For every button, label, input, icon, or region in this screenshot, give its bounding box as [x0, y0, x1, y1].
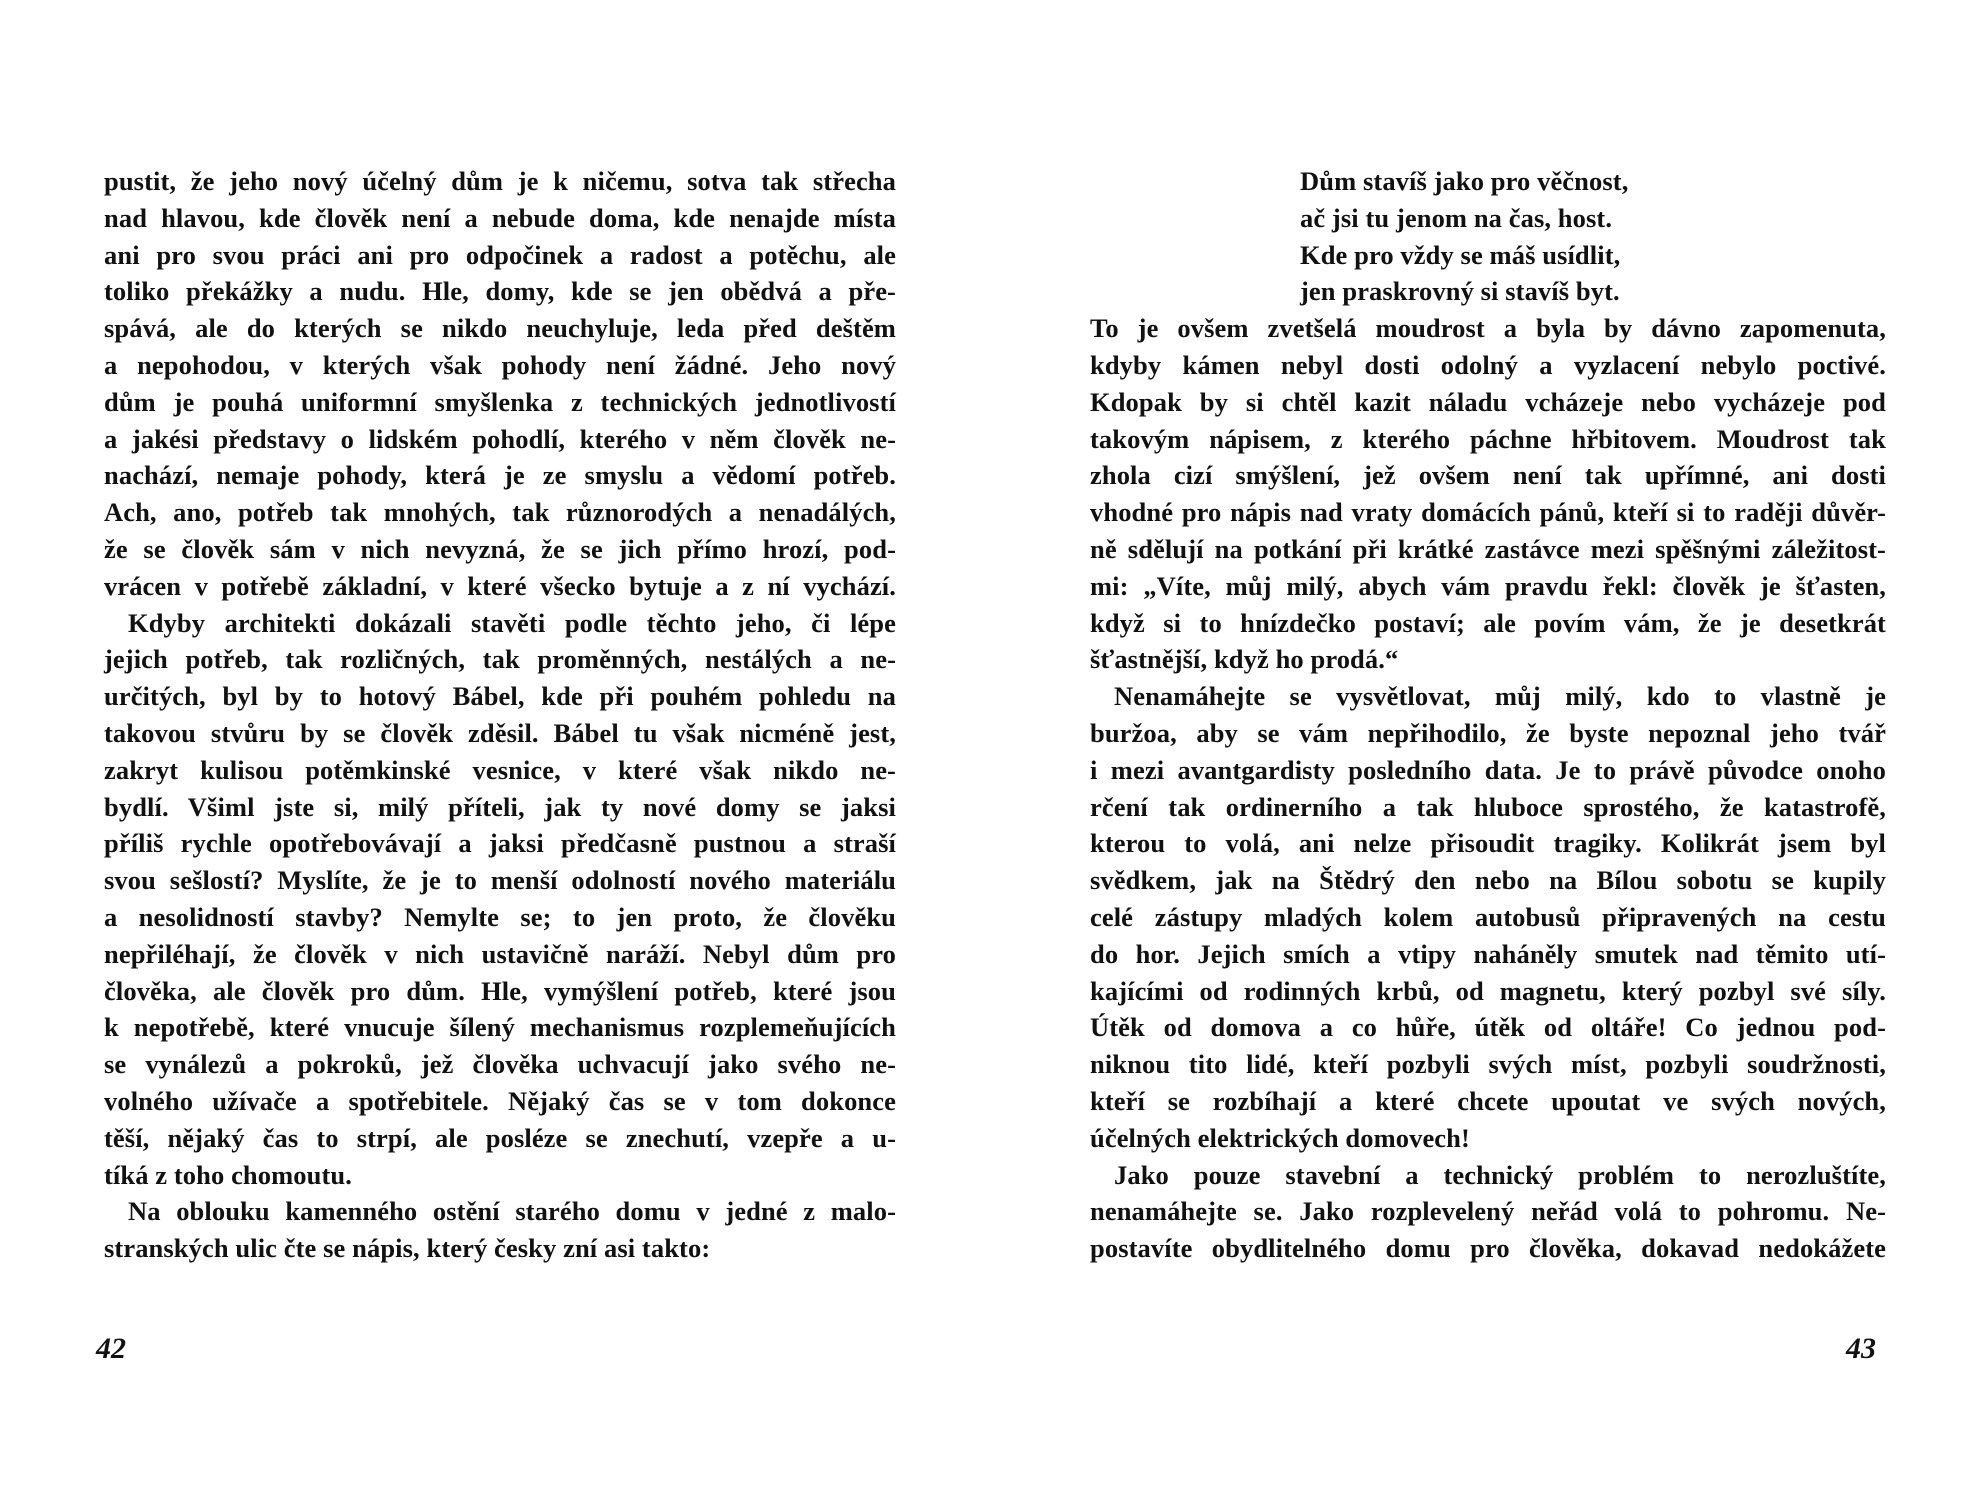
text-line: jejich potřeb, tak rozličných, tak proměnných, nestálých a ne- — [104, 644, 896, 675]
text-line: kajícími od rodinných krbů, od magnetu, který pozbyl své síly. — [1090, 975, 1886, 1006]
text-line: nachází, nemaje pohody, která je ze smyslu a vědomí potřeb. — [104, 460, 896, 491]
text-line: Útěk od domova a co hůře, útěk od oltáře! Co jednou pod- — [1090, 1012, 1886, 1043]
text-line: a nepohodou, v kterých však pohody není žádné. Jeho nový — [104, 349, 896, 380]
text-line: toliko překážky a nudu. Hle, domy, kde se jen obědvá a pře- — [104, 276, 896, 307]
text-line: Ach, ano, potřeb tak mnohých, tak různorodých a nenadálých, — [104, 497, 896, 528]
text-line: zhola cizí smýšlení, jež ovšem není tak upřímné, ani dosti — [1090, 460, 1886, 491]
text-line: kteří se rozbíhají a které chcete upoutat ve svých nových, — [1090, 1085, 1886, 1116]
page-number: 42 — [96, 1332, 126, 1365]
text-line: když si to hnízdečko postaví; ale povím vám, že je desetkrát — [1090, 607, 1886, 638]
text-line: To je ovšem zvetšelá moudrost a byla by dávno zapomenuta, — [1090, 313, 1886, 344]
left-page-text — [104, 163, 896, 1267]
text-line: volného užívače a spotřebitele. Nějaký čas se v tom dokonce — [104, 1085, 896, 1116]
text-line: i mezi avantgardisty posledního data. Je to právě původce onoho — [1090, 754, 1886, 785]
text-line: Nenamáhejte se vysvětlovat, můj milý, kdo to vlastně je — [1114, 681, 1886, 712]
right-page-text — [1090, 163, 1886, 1267]
verse-inscription — [1090, 163, 1886, 310]
text-line: nenamáhejte se. Jako rozplevelený neřád volá to pohromu. Ne- — [1090, 1196, 1886, 1227]
text-line: Na oblouku kamenného ostění starého domu v jedné z malo- — [128, 1196, 896, 1227]
text-line: do hor. Jejich smích a vtipy naháněly smutek nad těmito utí- — [1090, 938, 1886, 969]
text-line: šťastnější, když ho prodá.“ — [1090, 644, 1399, 675]
text-line: účelných elektrických domovech! — [1090, 1122, 1470, 1153]
text-line: dům je pouhá uniformní smyšlenka z technických jednotlivostí — [104, 386, 896, 417]
text-line: takovým nápisem, z kterého páchne hřbitovem. Moudrost tak — [1090, 423, 1886, 454]
verse-line: Dům stavíš jako pro věčnost, — [1300, 166, 1629, 196]
text-line: ani pro svou práci ani pro odpočinek a radost a potěchu, ale — [104, 239, 896, 270]
text-line: celé zástupy mladých kolem autobusů připravených na cestu — [1090, 901, 1886, 932]
text-line: těší, nějaký čas to strpí, ale posléze se znechutí, vzepře a u- — [104, 1122, 896, 1153]
text-line: Jako pouze stavební a technický problém to nerozluštíte, — [1114, 1159, 1886, 1190]
text-line: vrácen v potřebě základní, v které všecko bytuje a z ní vychází. — [104, 570, 896, 601]
text-line: rčení tak ordinerního a tak hluboce sprostého, že katastrofě, — [1090, 791, 1886, 822]
text-line: a nesolidností stavby? Nemylte se; to jen proto, že člověku — [104, 901, 896, 932]
text-line: člověka, ale člověk pro dům. Hle, vymýšlení potřeb, které jsou — [104, 975, 896, 1006]
text-line: určitých, byl by to hotový Bábel, kde při pouhém pohledu na — [104, 681, 896, 712]
right-page — [988, 0, 1976, 1500]
text-line: kdyby kámen nebyl dosti odolný a vyzlacení nebylo poctivé. — [1090, 349, 1886, 380]
text-line: že se člověk sám v nich nevyzná, že se jich přímo hrozí, pod- — [104, 533, 896, 564]
text-line: Kdyby architekti dokázali stavěti podle těchto jeho, či lépe — [128, 607, 896, 638]
text-line: svědkem, jak na Štědrý den nebo na Bílou sobotu se kupily — [1090, 865, 1886, 896]
text-line: spává, ale do kterých se nikdo neuchyluje, leda před deštěm — [104, 313, 896, 344]
text-line: vhodné pro nápis nad vraty domácích pánů, kteří si to raději důvěr- — [1090, 497, 1886, 528]
text-line: svou sešlostí? Myslíte, že je to menší odolností nového materiálu — [104, 865, 896, 896]
text-line: stranských ulic čte se nápis, který česky zní asi takto: — [104, 1233, 711, 1264]
page-number: 43 — [1846, 1332, 1876, 1365]
text-line: takovou stvůru by se člověk zděsil. Bábel tu však nicméně jest, — [104, 717, 896, 748]
verse-line: jen praskrovný si stavíš byt. — [1300, 276, 1620, 307]
text-line: k nepotřebě, které vnucuje šílený mechanismus rozplemeňujících — [104, 1012, 896, 1043]
text-line: mi: „Víte, můj milý, abych vám pravdu řekl: člověk je šťasten, — [1090, 570, 1886, 601]
text-line: Kdopak by si chtěl kazit náladu vcházeje nebo vycházeje pod — [1090, 386, 1886, 417]
verse-line: Kde pro vždy se máš usídlit, — [1300, 239, 1621, 270]
text-line: buržoa, aby se vám nepřihodilo, že byste nepoznal jeho tvář — [1090, 717, 1886, 748]
text-line: pustit, že jeho nový účelný dům je k ničemu, sotva tak střecha — [104, 166, 896, 196]
text-line: příliš rychle opotřebovávají a jaksi předčasně pustnou a straší — [104, 828, 896, 859]
text-line: kterou to volá, ani nelze přisoudit tragiky. Kolikrát jsem byl — [1090, 828, 1886, 859]
text-line: ně sdělují na potkání při krátké zastávce mezi spěšnými záležitost- — [1090, 533, 1886, 564]
text-line: se vynálezů a pokroků, jež člověka uchvacují jako svého ne- — [104, 1049, 896, 1080]
text-line: a jakési představy o lidském pohodlí, kterého v něm člověk ne- — [104, 423, 896, 454]
text-line: nad hlavou, kde člověk není a nebude doma, kde nenajde místa — [104, 202, 896, 233]
text-line: tíká z toho chomoutu. — [104, 1159, 352, 1190]
verse-line: ač jsi tu jenom na čas, host. — [1300, 202, 1613, 233]
text-line: nepřiléhají, že člověk v nich ustavičně naráží. Nebyl dům pro — [104, 938, 896, 969]
text-line: postavíte obydlitelného domu pro člověka, dokavad nedokážete — [1090, 1233, 1886, 1264]
text-line: zakryt kulisou potěmkinské vesnice, v které však nikdo ne- — [104, 754, 896, 785]
text-line: niknou tito lidé, kteří pozbyli svých míst, pozbyli soudržnosti, — [1090, 1049, 1886, 1080]
text-line: bydlí. Všiml jste si, milý příteli, jak ty nové domy se jaksi — [104, 791, 896, 822]
